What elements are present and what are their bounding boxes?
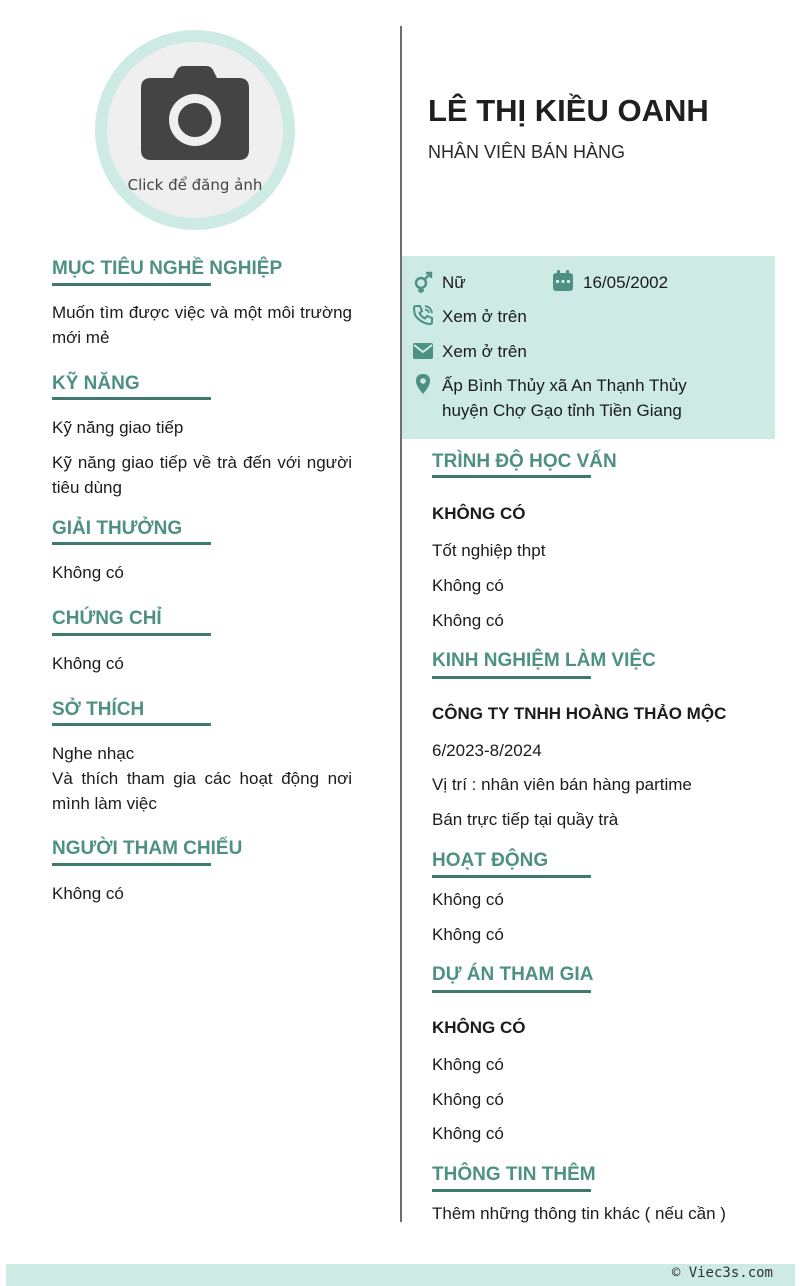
references-text[interactable]: Không có bbox=[52, 884, 124, 903]
avatar-upload[interactable] bbox=[95, 30, 295, 230]
candidate-position[interactable]: NHÂN VIÊN BÁN HÀNG bbox=[428, 142, 626, 162]
skill-item-line-1[interactable]: Kỹ năng giao tiếp về trà đến với người bbox=[52, 453, 352, 472]
education-line-3[interactable]: Không có bbox=[432, 611, 504, 630]
footer-copyright: © Viec3s.com bbox=[671, 1265, 773, 1281]
experience-description[interactable]: Bán trực tiếp tại quầy trà bbox=[432, 810, 619, 829]
section-title-certificates: CHỨNG CHỈ bbox=[52, 608, 162, 629]
section-title-projects: DỰ ÁN THAM GIA bbox=[432, 964, 594, 985]
section-underline bbox=[52, 397, 211, 400]
experience-role[interactable]: Vị trí : nhân viên bán hàng partime bbox=[432, 775, 692, 794]
section-title-additional-info: THÔNG TIN THÊM bbox=[432, 1164, 596, 1185]
email-value[interactable]: Xem ở trên bbox=[442, 342, 527, 361]
section-title-awards: GIẢI THƯỞNG bbox=[52, 518, 183, 539]
avatar-upload-label: Click để đăng ảnh bbox=[127, 176, 263, 194]
avatar[interactable] bbox=[107, 42, 283, 218]
section-underline bbox=[432, 676, 591, 679]
awards-text[interactable]: Không có bbox=[52, 563, 124, 582]
education-line-1[interactable]: Tốt nghiệp thpt bbox=[432, 541, 546, 560]
calendar-icon bbox=[552, 270, 574, 292]
footer-bar bbox=[6, 1264, 795, 1286]
gender-icon bbox=[412, 271, 434, 293]
education-line-2[interactable]: Không có bbox=[432, 576, 504, 595]
section-title-skills: KỸ NĂNG bbox=[52, 373, 140, 394]
education-school[interactable]: KHÔNG CÓ bbox=[432, 504, 526, 523]
experience-period[interactable]: 6/2023-8/2024 bbox=[432, 741, 542, 760]
section-underline bbox=[432, 475, 591, 478]
email-icon bbox=[412, 340, 434, 362]
skill-item[interactable]: Kỹ năng giao tiếp bbox=[52, 418, 184, 437]
section-underline bbox=[52, 723, 211, 726]
location-pin-icon bbox=[412, 373, 434, 395]
project-line-2[interactable]: Không có bbox=[432, 1090, 504, 1109]
activities-line-1[interactable]: Không có bbox=[432, 890, 504, 909]
hobbies-line-3[interactable]: mình làm việc bbox=[52, 794, 157, 813]
section-underline bbox=[52, 542, 211, 545]
project-line-3[interactable]: Không có bbox=[432, 1124, 504, 1143]
experience-company[interactable]: CÔNG TY TNHH HOÀNG THẢO MỘC bbox=[432, 704, 727, 723]
skill-item-line-2[interactable]: tiêu dùng bbox=[52, 478, 122, 497]
activities-line-2[interactable]: Không có bbox=[432, 925, 504, 944]
birthdate-value[interactable]: 16/05/2002 bbox=[583, 273, 669, 292]
section-title-activities: HOẠT ĐỘNG bbox=[432, 850, 549, 871]
section-underline bbox=[52, 863, 211, 866]
section-underline bbox=[52, 633, 211, 636]
address-line-1[interactable]: Ấp Bình Thủy xã An Thạnh Thủy bbox=[442, 376, 687, 395]
section-title-references: NGƯỜI THAM CHIẾU bbox=[52, 838, 243, 859]
project-name[interactable]: KHÔNG CÓ bbox=[432, 1018, 526, 1037]
additional-info-text[interactable]: Thêm những thông tin khác ( nếu cần ) bbox=[432, 1204, 726, 1223]
section-underline bbox=[432, 875, 591, 878]
section-underline bbox=[432, 1189, 591, 1192]
certificates-text[interactable]: Không có bbox=[52, 654, 124, 673]
camera-icon bbox=[141, 66, 249, 160]
hobbies-line-1[interactable]: Nghe nhạc bbox=[52, 744, 135, 763]
section-title-experience: KINH NGHIỆM LÀM VIỆC bbox=[432, 650, 656, 671]
project-line-1[interactable]: Không có bbox=[432, 1055, 504, 1074]
objective-line-1[interactable]: Muốn tìm được việc và một môi trường bbox=[52, 303, 352, 322]
phone-value[interactable]: Xem ở trên bbox=[442, 307, 527, 326]
candidate-name[interactable]: LÊ THỊ KIỀU OANH bbox=[428, 93, 709, 128]
section-underline bbox=[52, 283, 211, 286]
section-underline bbox=[432, 990, 591, 993]
section-title-education: TRÌNH ĐỘ HỌC VẤN bbox=[432, 451, 617, 472]
hobbies-line-2[interactable]: Và thích tham gia các hoạt động nơi bbox=[52, 769, 352, 788]
section-title-objective: MỤC TIÊU NGHỀ NGHIỆP bbox=[52, 258, 283, 279]
gender-value[interactable]: Nữ bbox=[442, 273, 466, 292]
section-title-hobbies: SỞ THÍCH bbox=[52, 699, 145, 720]
objective-line-2[interactable]: mới mẻ bbox=[52, 328, 110, 347]
phone-icon bbox=[412, 304, 434, 326]
column-divider bbox=[400, 26, 402, 1222]
address-line-2[interactable]: huyện Chợ Gạo tỉnh Tiền Giang bbox=[442, 401, 682, 420]
